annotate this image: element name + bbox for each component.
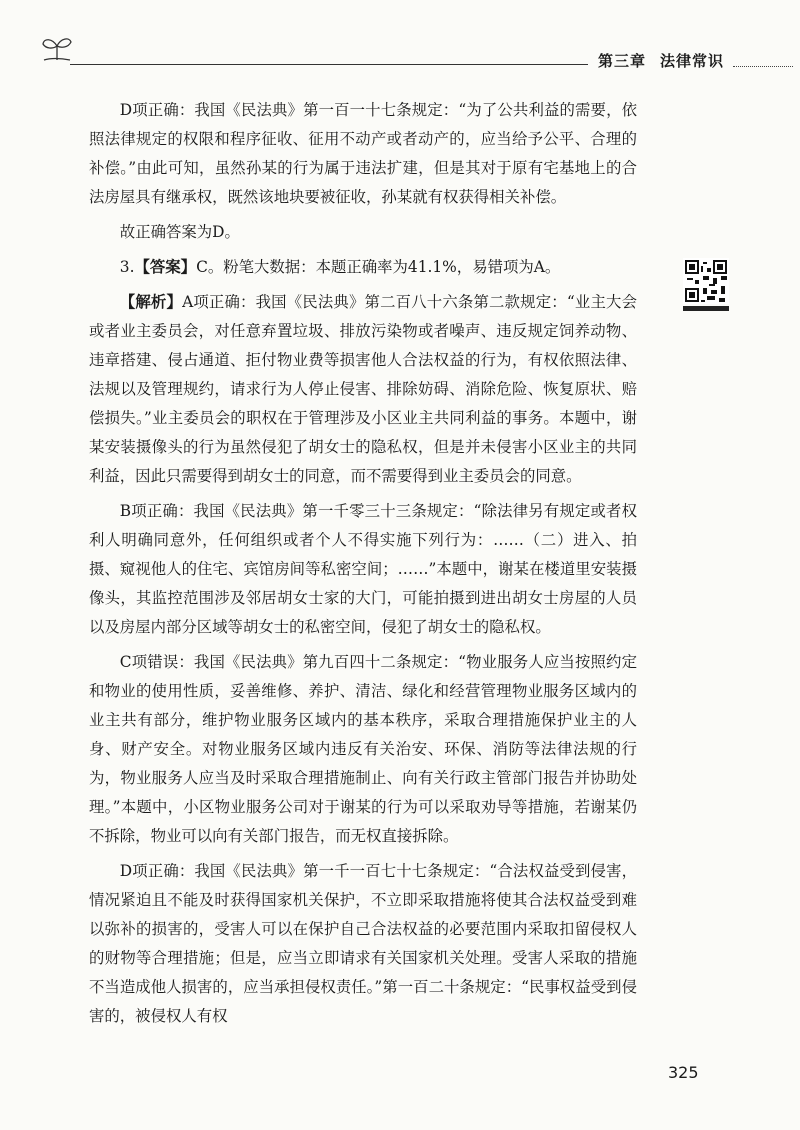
page-number: 325 [668,1063,699,1082]
page-header [0,0,800,80]
analysis-tag: 【解析】 [119,293,183,311]
answer-text: C。粉笔大数据：本题正确率为41.1%，易错项为A。 [196,258,561,276]
page-body [89,96,637,1031]
answer-summary: 故正确答案为D。 [119,223,240,241]
paragraph-b-option: B项正确：我国《民法典》第一千零三十三条规定：“除法律另有规定或者权利人明确同意外，任何组织或者个人不得实施下列行为：……（二）进入、拍摄、窥视他人的住宅、宾馆房间等私密空间；……”本题中，谢某在楼道里安装摄像头，其监控范围涉及邻居胡女士家的大门，可能拍摄到进出胡女士房屋的人员以及房屋内部分区域等胡女士的私密空间，侵犯了胡女士的隐私权。 [89,502,637,636]
sprout-icon [40,34,74,62]
paragraph-d-option: D项正确：我国《民法典》第一百一十七条规定：“为了公共利益的需要，依照法律规定的权限和程序征收、征用不动产或者动产的，应当给予公平、合理的补偿。”由此可知，虽然孙某的行为属于违法扩建，但是其对于原有宅基地上的合法房屋具有继承权，既然该地块要被征收，孙某就有权获得相关补偿。 [89,101,637,206]
analysis-text: A项正确：我国《民法典》第二百八十六条第二款规定：“业主大会或者业主委员会，对任意弃置垃圾、排放污染物或者噪声、违反规定饲养动物、违章搭建、侵占通道、拒付物业费等损害他人合法权益的行为，有权依照法律、法规以及管理规约，请求行为人停止侵害、排除妨碍、消除危险、恢复原状、赔偿损失。”业主委员会的职权在于管理涉及小区业主共同利益的事务。本题中，谢某安装摄像头的行为虽然侵犯了胡女士的隐私权，但是并未侵害小区业主的共同利益，因此只需要得到胡女士的同意，而不需要得到业主委员会的同意。 [89,293,637,485]
answer-tag: 【答案】 [134,258,197,276]
analysis-a-option [89,288,637,491]
header-dotted-rule [733,66,793,67]
qr-code-icon [683,258,729,304]
paragraph-c-option: C项错误：我国《民法典》第九百四十二条规定：“物业服务人应当按照约定和物业的使用性质，妥善维修、养护、清洁、绿化和经营管理物业服务区域内的业主共有部分，维护物业服务区域内的基本秩序，采取合理措施保护业主的人身、财产安全。对物业服务区域内违反有关治安、环保、消防等法律法规的行为，物业服务人应当及时采取合理措施制止、向有关行政主管部门报告并协助处理。”本题中，小区物业服务公司对于谢某的行为可以采取劝导等措施，若谢某仍不拆除，物业可以向有关部门报告，而无权直接拆除。 [89,653,637,845]
paragraph-d-option-2: D项正确：我国《民法典》第一千一百七十七条规定：“合法权益受到侵害，情况紧迫且不能及时获得国家机关保护，不立即采取措施将使其合法权益受到难以弥补的损害的，受害人可以在保护自己合法权益的必要范围内采取扣留侵权人的财物等合理措施；但是，应当立即请求有关国家机关处理。受害人采取的措施不当造成他人损害的，应当承担侵权责任。”第一百二十条规定：“民事权益受到侵害的，被侵权人有权 [89,862,637,1025]
question-3-answer [89,253,637,282]
qr-code-caption-bar [683,306,729,311]
header-rule [70,64,588,65]
chapter-heading [598,50,724,71]
chapter-title: 法律常识 [660,52,725,70]
question-number: 3. [119,258,135,276]
chapter-number: 第三章 [598,52,647,70]
